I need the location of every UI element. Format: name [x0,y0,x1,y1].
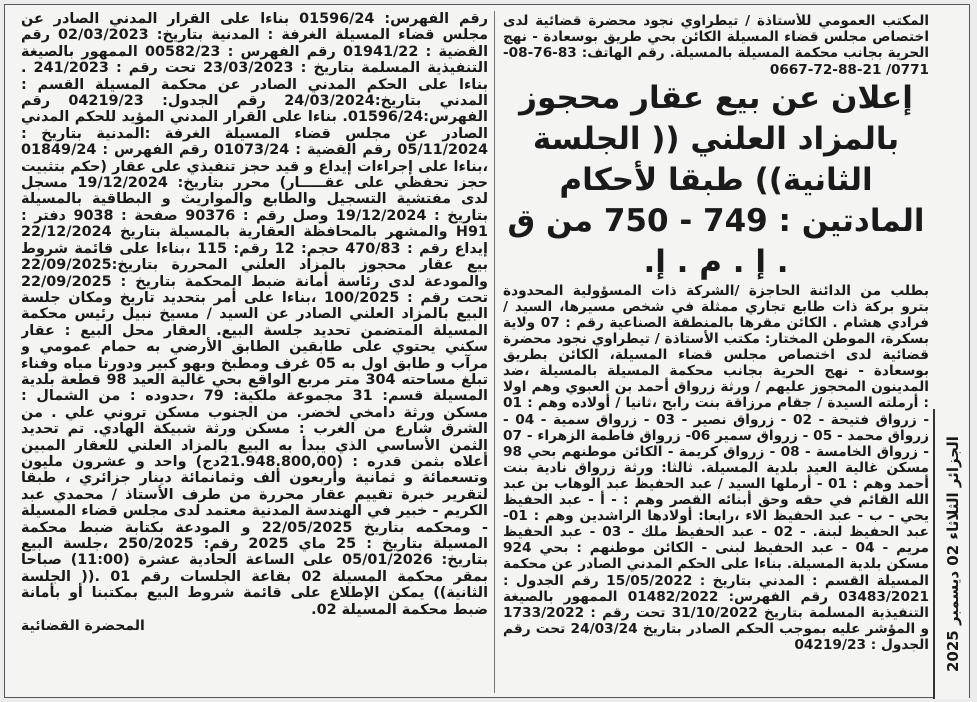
notice-right-column [503,13,929,693]
notice-left-column [21,11,488,691]
edition-date-label: الجزائر الثلاثاء 02 ديسمبر 2025 [944,436,962,672]
edition-sidebar [933,409,969,699]
office-header: المكتب العمومي للأستاذة / تيطراوي نجود محضرة قضائية لدى اختصاص مجلس قضاء المسيلة الكائن بحي طريق بوسعادة - نهج الحرية بجانب محكمة المسيلة بالمسيلة. رقم الهاتف: 83-76-08-0771/ 21-88-72-0667 [503,13,929,78]
bailiff-signature: المحضرة القضائية [21,618,145,635]
notice-body-part-2: رقم الفهرس: 01596/24 بناءا على القرار المدني الصادر عن مجلس قضاء المسيلة الغرفة : المدنية بتاريخ: 02/03/2023 رقم القضية : 01941/22 رقم الفهرس : 00582/23 الممهور بالصيغة التنفيذية المسلمة بتاريخ : 23/03/2023 تحت رقم : 241/2023 . بناءا على الحكم المدني الصادر عن محكمة المسيلة القسم : المدني بتاريخ:24/03/2024 رقم الجدول: 04219/23 رقم الفهرس:01596/24. بناءا على القرار المدني المؤيد للحكم المدني الصادر عن مجلس قضاء المسيلة الغرفة :المدنية بتاريخ : 05/11/2024 رقم القضية : 01073/24 رقم الفهرس : 01849/24 ،بناءا على إجراءات إيداع و قيد حجز تنفيذي على عقار (حكم بتثبيت حجز تحفظي على عقـــــار) محرر بتاريخ: 19/12/2024 مسجل لدى مفتشية التسجيل والطابع والمواريث و البطاقية بالمسيلة بتاريخ : 19/12/2024 وصل رقم : 90376 صفحة : 9038 دفتر : H91 والمشهر بالمحافظة العقارية بالمسيلة بتاريخ 22/12/2024 إيداع رقم : 470/83 حجم: 12 رقم: 115 ،بناءا على قائمة شروط بيع عقار محجوز بالمزاد العلني المحررة بتاريخ:22/09/2025 والمودعة لدى رئاسة أمانة ضبط المحكمة بتاريخ : 22/09/2025 تحت رقم : 100/2025 ،بناءا على أمر بتحديد تاريخ ومكان جلسة البيع بالمزاد العلني الصادر عن السيد / مسيخ نبيل رئيس محكمة المسيلة المتضمن تحديد جلسة البيع. العقار محل البيع : عقار سكني يحتوي على طابقين الطابق الأرضي به حمام عمومي و مرآب و طابق اول به 05 غرف ومطبخ وبهو كبير ودورتا مياه وفناء تبلغ مساحته 304 متر مربع الواقع بحي غالية العيد 98 قطعة بلدية المسيلة قسم: 31 مجموعة ملكية: 79 ،حدوده : من الشمال : مسكن ورثة دامخي لخضر. من الجنوب مسكن تروني علي . من الشرق شارع من الغرب : مسكن ورثة شبيكة الهادي. تم تحديد الثمن الأساسي الذي يبدأ به البيع بالمزاد العلني للعقار المبين أعلاه بثمن قدره : (21.948.800,00دج) واحد و عشرون مليون وتسعمائة و ثمانية وأربعون ألف وثمانمائة دينار جزائري ، طبقا لتقرير خبرة تقييم عقار محررة من طرف الأستاذ / محمدي عبد الكريم - خبير في الهندسة المدنية معتمد لدى مجلس قضاء المسيلة - ومحكمه بتاريخ 22/05/2025 و المودعة بكتابة ضبط محكمة المسيلة بتاريخ : 25 ماي 2025 رقم: 250/2025 ،جلسة البيع بتاريخ: 05/01/2026 على الساعة الحادية عشرة (11:00) صباحا بمقر محكمة المسيلة 02 بقاعة الجلسات رقم 01 .(( الجلسة الثانية)) يمكن الإطلاع على قائمة شروط البيع بمكتبنا أو بأمانة ضبط محكمة المسيلة 02. [21,11,488,618]
newspaper-page [4,4,970,698]
notice-title: إعلان عن بيع عقار محجوز بالمزاد العلني (( الجلسة الثانية)) طبقا لأحكام المادتين : 749 - 750 من ق . إ . م . إ. [507,79,925,280]
notice-body-part-1: بطلب من الدائنة الحاجزة /الشركة ذات المسؤولية المحدودة بترو بركة ذات طابع تجاري ممثلة في شخص مسيرها، السيد / فرادي هشام . الكائن مقرها بالمنطقة الصناعية رقم : 07 ولاية بسكرة، الموطن المختار: مكتب الأستاذة / تيطراوي نجود محضرة قضائية لدى اختصاص مجلس قضاء المسيلة، الكائن بطريق بوسعادة - نهج الحرية بجانب محكمة المسيلة بالمسيلة ،ضد المدينون المحجوز عليهم / ورثة زرواق أحمد بن العبوي وهم اولا : أرملته السيدة / جقام مرزاقة بنت رابح ،ثانيا / أولاده وهم : 01 - زرواق فتيحة - 02 - زرواق نصير - 03 - زرواق سمية - 04 - زرواق محمد - 05 - زرواق سمير 06- زرواق فاطمة الزهراء - 07 - زرواق الخامسة - 08 - زرواق كريمة - الكائن موطنهم بحي 98 مسكن غالية العيد بلدية المسيلة. ثالثا: ورثة زرواق نادية بنت أحمد وهم : 01 - أرملها السيد / عبد الحفيظ عبد الوهاب بن عبد الله القائم في حقه وحق أبنائه القصر وهم : - أ - عبد الحفيظ يحي - ب - عبد الحفيظ الاء ،رابعا: أولادها الراشدين وهم : 01- عبد الحفيظ لبنة. - 02 - عبد الحفيظ ملك - 03 - عبد الحفيظ مريم - 04 - عبد الحفيظ لبنى - الكائن موطنهم : بحي 924 مسكن بلدية المسيلة. بناءا على الحكم المدني الصادر عن محكمة المسيلة القسم : المدني بتاريخ : 15/05/2022 رقم الجدول : 03483/2021 رقم الفهرس: 01482/2022 الممهور بالصيغة التنفيذية المسلمة بتاريخ 31/10/2022 تحت رقم : 1733/2022 و المؤشر عليه بموجب الحكم الصادر بتاريخ 24/03/24 تحت رقم الجدول : 04219/23 [503,282,929,653]
column-divider [494,11,495,693]
